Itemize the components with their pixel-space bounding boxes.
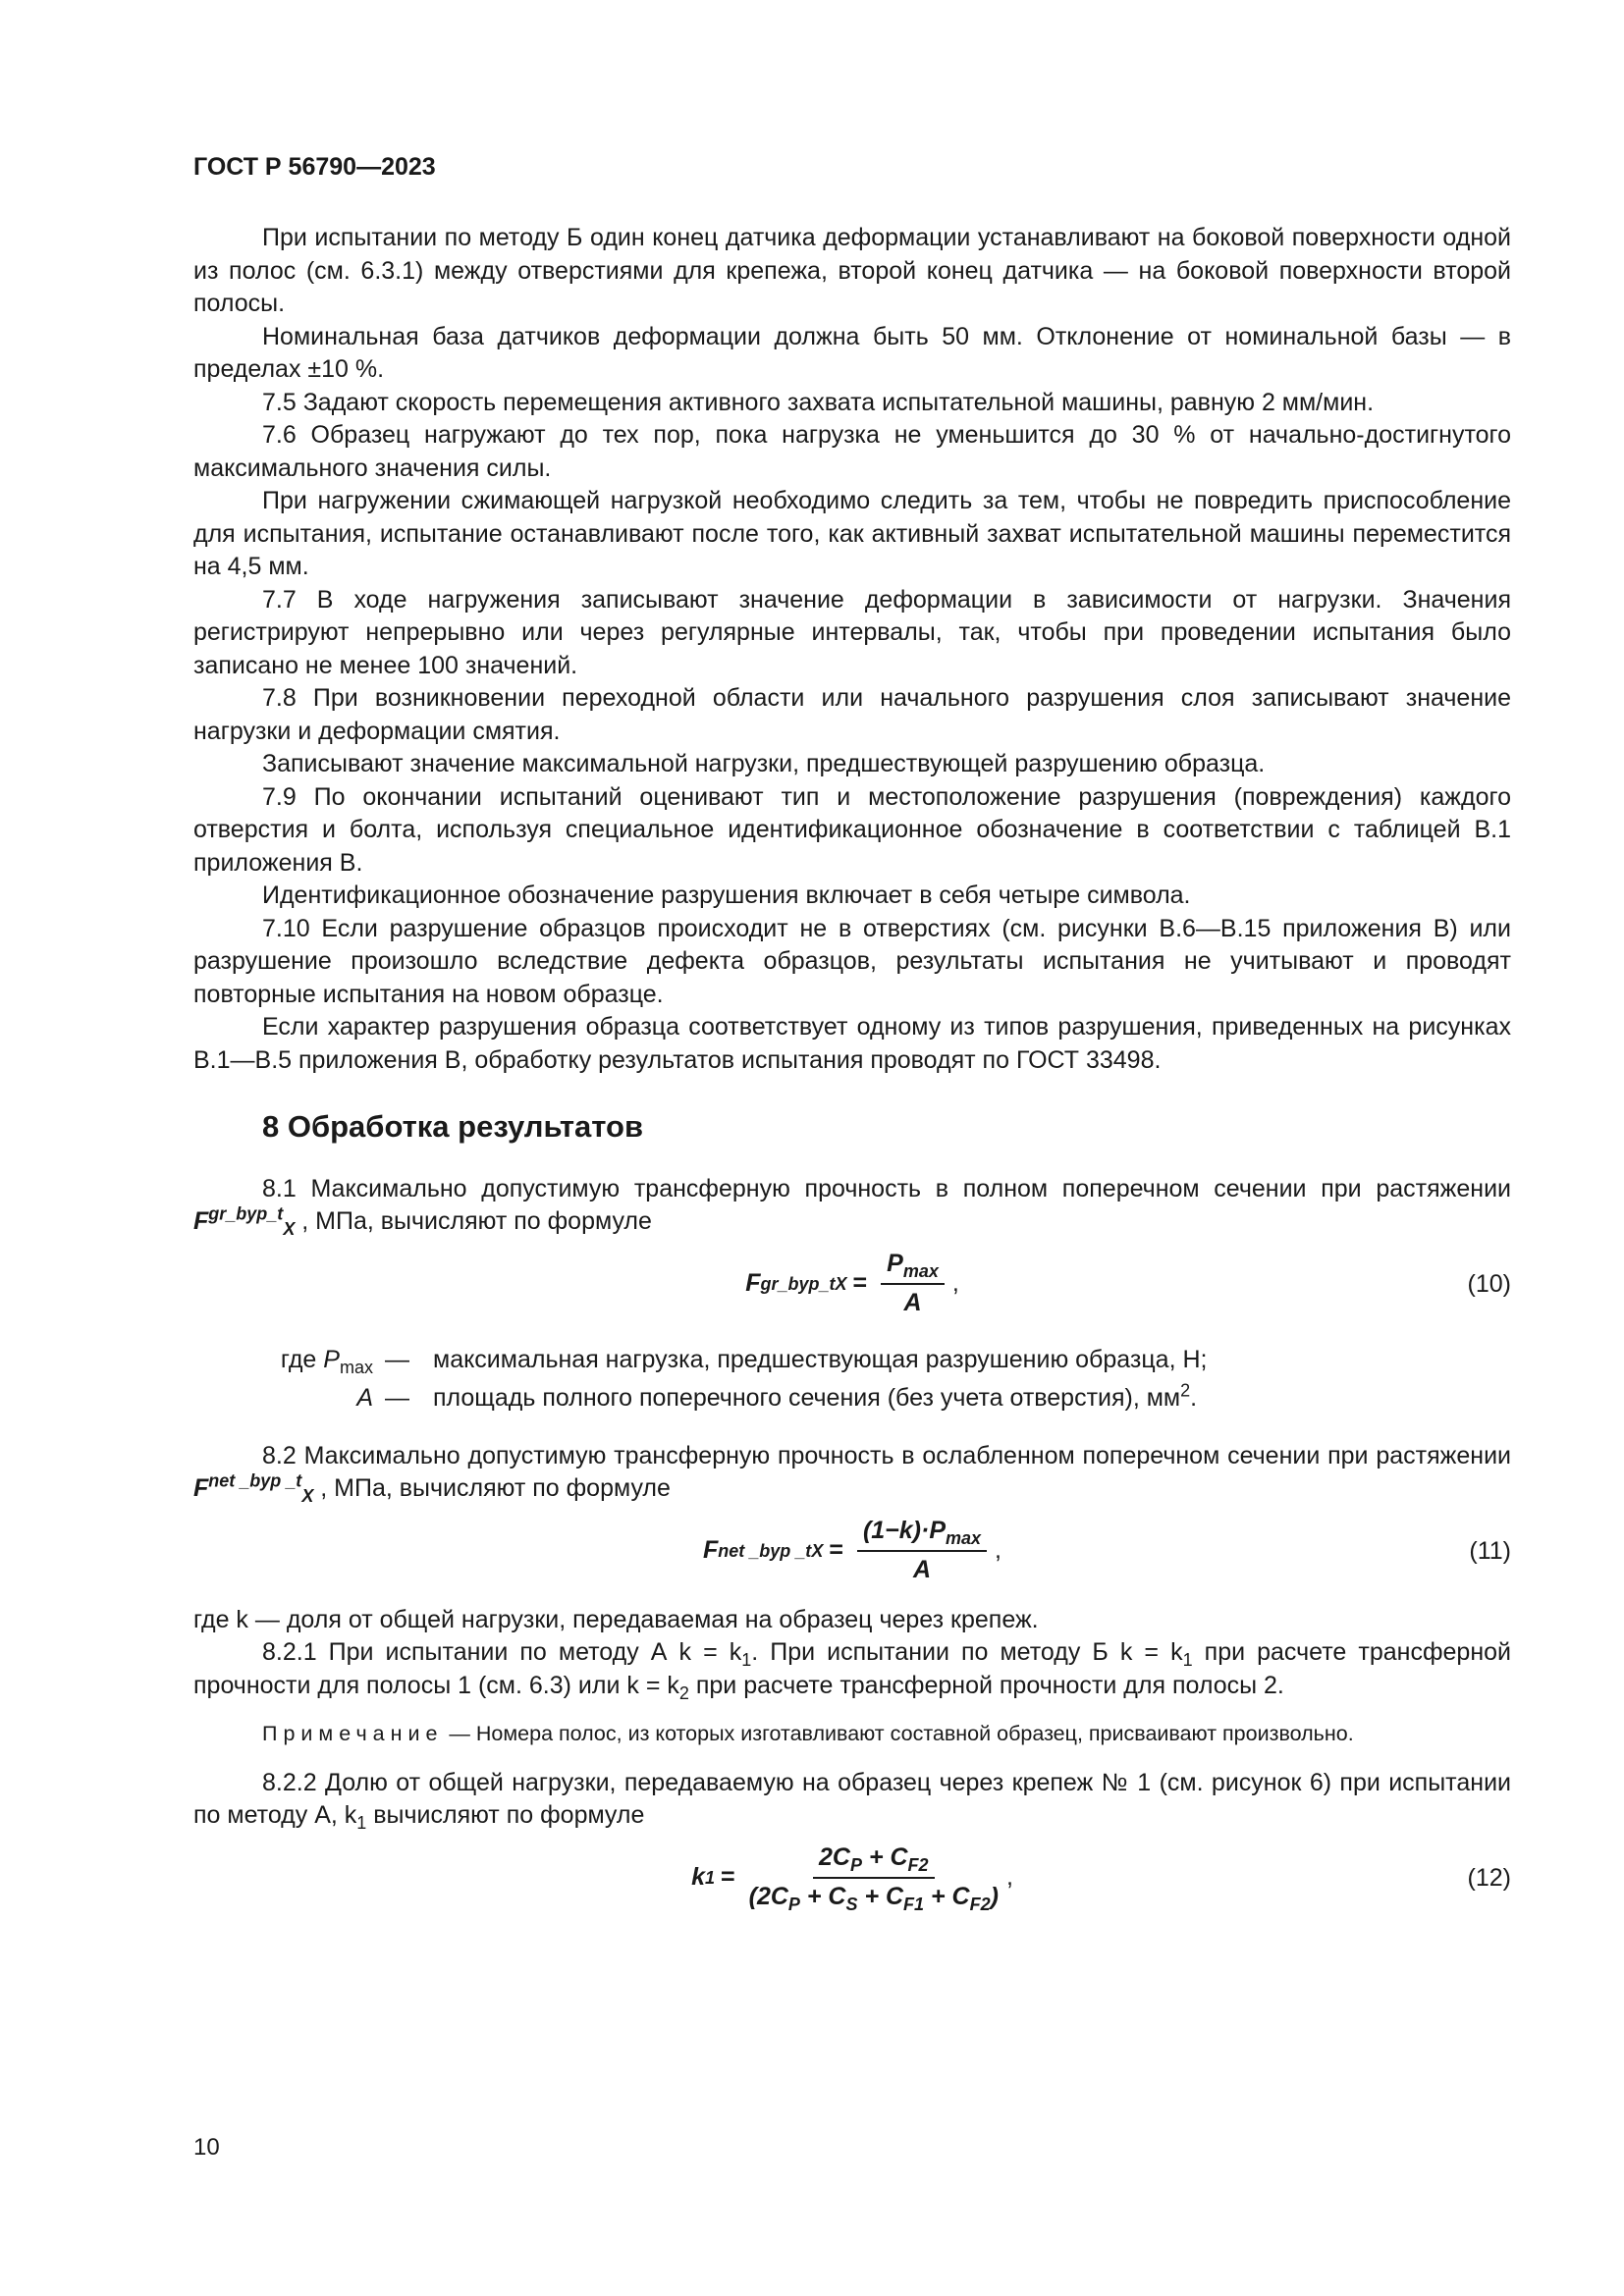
formula-10: F gr_byp_t X = $\frac{P_{max}}{A}$ , (10) <box>745 1250 1511 1316</box>
paragraph: 7.10 Если разрушение образцов происходит не в отверстиях (см. рисунки В.6—В.15 приложения В) или разрушение произошло вследствие дефекта образцов, результаты испытания не учитывают и проводят повторные испытания на новом образце. <box>193 914 1511 1008</box>
paragraph-8-2-2: 8.2.2 Долю от общей нагрузки, передаваемую на образец через крепеж № 1 (см. рисунок 6) при испытании по методу А, $k_1$ вычисляют по формуле <box>193 1768 1511 1833</box>
document-header: ГОСТ Р 56790—2023 <box>193 153 436 181</box>
formula-12: k 1 = $\frac{2C_P + C_{F2}}{(2C_P + C_S + C_{F1} + C_{F2})}$ , (12) <box>691 1843 1511 1914</box>
paragraph-8-2-1: 8.2.1 При испытании по методу А $k = k_1$. При испытании по методу Б $k = k_1$ при расчете трансферной прочности для полосы 1 (см. 6.3) или $k = k_2$ при расчете трансферной прочности для полосы 2. <box>193 1638 1511 1703</box>
paragraph: При нагружении сжимающей нагрузкой необходимо следить за тем, чтобы не повредить приспособление для испытания, испытание останавливают после того, как активный захват испытательной машины переместится на 4,5 мм. <box>193 487 1511 580</box>
note: Примечание — Номера полос, из которых изготавливают составной образец, присваивают произвольно. <box>262 1722 1354 1745</box>
inline-formula: $F^{gr\_byp\_t}_X$ <box>193 1203 296 1239</box>
paragraph: Если характер разрушения образца соответствует одному из типов разрушения, приведенных на рисунках В.1—В.5 приложения В, обработку результатов испытания проводят по ГОСТ 33498. <box>193 1013 1511 1074</box>
paragraph-8-1: 8.1 Максимально допустимую трансферную прочность в полном поперечном сечении при растяжении $F^{gr\_byp\_t}_X$ , МПа, вычисляют по формуле <box>193 1174 1511 1239</box>
document-body <box>193 222 1511 1923</box>
paragraph: Записывают значение максимальной нагрузки, предшествующей разрушению образца. <box>262 750 1266 777</box>
page-number: 10 <box>193 2134 220 2161</box>
formula-11: F net _byp _t X = $\frac{(1-k)\cdot P_{max}}{A}$ , (11) <box>703 1517 1511 1583</box>
equation-number: (10) <box>1467 1269 1511 1298</box>
where-list: где $P_{max}$ — максимальная нагрузка, предшествующая разрушению образца, Н; A — площадь полного поперечного сечения (без учета отверстия), $мм^2$. <box>280 1345 1208 1412</box>
paragraph-8-2: 8.2 Максимально допустимую трансферную прочность в ослабленном поперечном сечении при растяжении $F^{net \_byp \_t}_X$ , МПа, вычисляют по формуле <box>193 1441 1511 1506</box>
paragraph: Идентификационное обозначение разрушения включает в себя четыре символа. <box>262 881 1191 909</box>
inline-formula: $F^{net \_byp \_t}_X$ <box>193 1470 314 1506</box>
paragraph: При испытании по методу Б один конец датчика деформации устанавливают на боковой поверхности одной из полос (см. 6.3.1) между отверстиями для крепежа, второй конец датчика — на боковой поверхности второй полосы. <box>193 224 1511 317</box>
equation-number: (11) <box>1469 1536 1511 1565</box>
paragraph: 7.6 Образец нагружают до тех пор, пока нагрузка не уменьшится до 30 % от начально-достигнутого максимального значения силы. <box>193 421 1511 482</box>
paragraph: Номинальная база датчиков деформации должна быть 50 мм. Отклонение от номинальной базы — в пределах ±10 %. <box>193 322 1511 383</box>
paragraph: 7.5 Задают скорость перемещения активного захвата испытательной машины, равную 2 мм/мин. <box>262 388 1375 416</box>
equation-number: (12) <box>1467 1863 1511 1892</box>
section-heading: 8 Обработка результатов <box>262 1109 644 1144</box>
paragraph: 7.7 В ходе нагружения записывают значение деформации в зависимости от нагрузки. Значения регистрируют непрерывно или через регулярные интервалы, так, чтобы при проведении испытания было записано не менее 100 значений. <box>193 585 1511 679</box>
paragraph: 7.9 По окончании испытаний оценивают тип и местоположение разрушения (повреждения) каждого отверстия и болта, используя специальное идентификационное обозначение в соответствии с таблицей В.1 приложения В. <box>193 782 1511 877</box>
where-k: где k — доля от общей нагрузки, передаваемая на образец через крепеж. <box>193 1605 1039 1633</box>
paragraph: 7.8 При возникновении переходной области или начального разрушения слоя записывают значение нагрузки и деформации смятия. <box>193 684 1511 745</box>
